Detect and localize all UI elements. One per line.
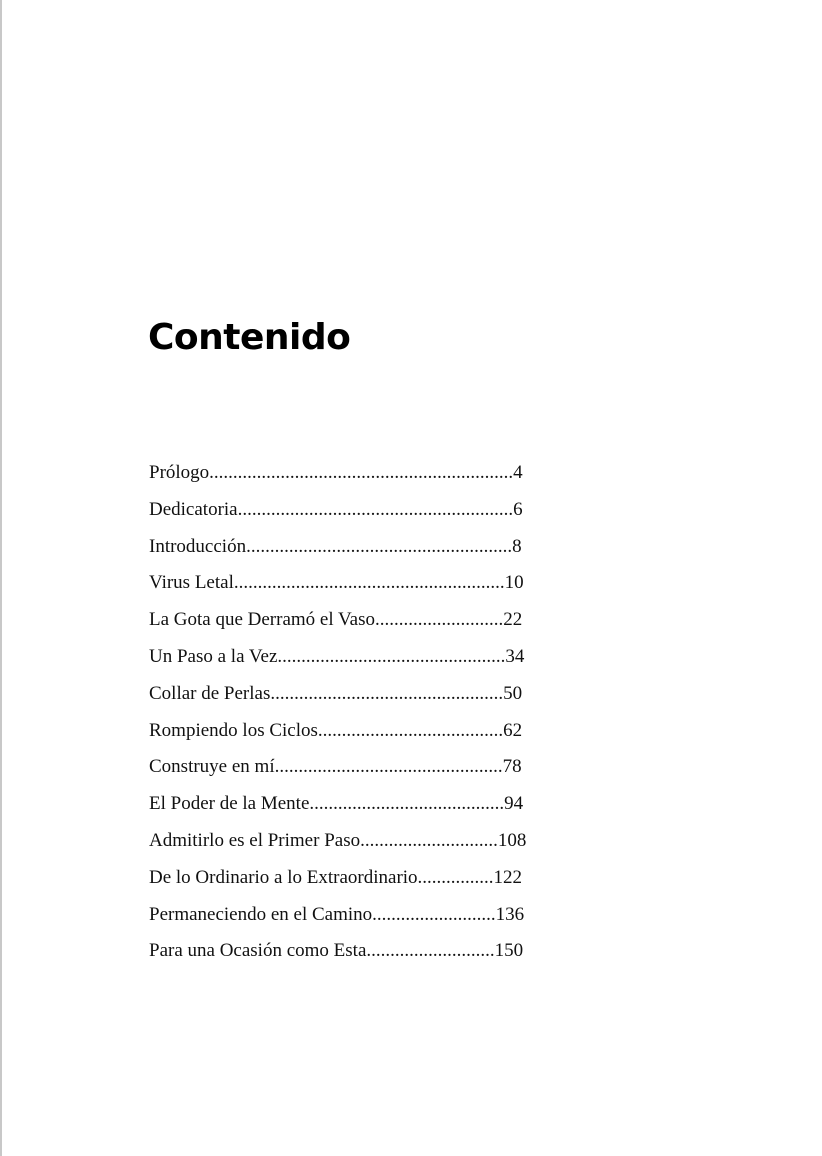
toc-entry: Rompiendo los Ciclos.......................................62 — [149, 719, 523, 741]
toc-entry: Prólogo................................................................4 — [149, 462, 523, 483]
toc-entry: Admitirlo es el Primer Paso.............................108 — [149, 829, 527, 851]
toc-entry: Permaneciendo en el Camino..........................136 — [149, 903, 525, 925]
toc-entry: Construye en mí................................................78 — [149, 756, 522, 778]
toc-entry: El Poder de la Mente.........................................94 — [149, 793, 524, 815]
toc-entry: De lo Ordinario a lo Extraordinario................122 — [149, 866, 523, 888]
toc-entry: Dedicatoria..........................................................6 — [149, 498, 523, 520]
toc-entry: Virus Letal.........................................................10 — [149, 572, 524, 594]
toc-entry: Introducción........................................................8 — [149, 535, 522, 557]
toc-entry: Para una Ocasión como Esta...........................150 — [149, 940, 524, 962]
toc-entry: Collar de Perlas.................................................50 — [149, 682, 523, 704]
toc-entry: Un Paso a la Vez................................................34 — [149, 645, 525, 667]
page-title: Contenido — [148, 317, 351, 358]
toc-entry: La Gota que Derramó el Vaso...........................22 — [149, 609, 523, 631]
table-of-contents — [149, 460, 526, 975]
